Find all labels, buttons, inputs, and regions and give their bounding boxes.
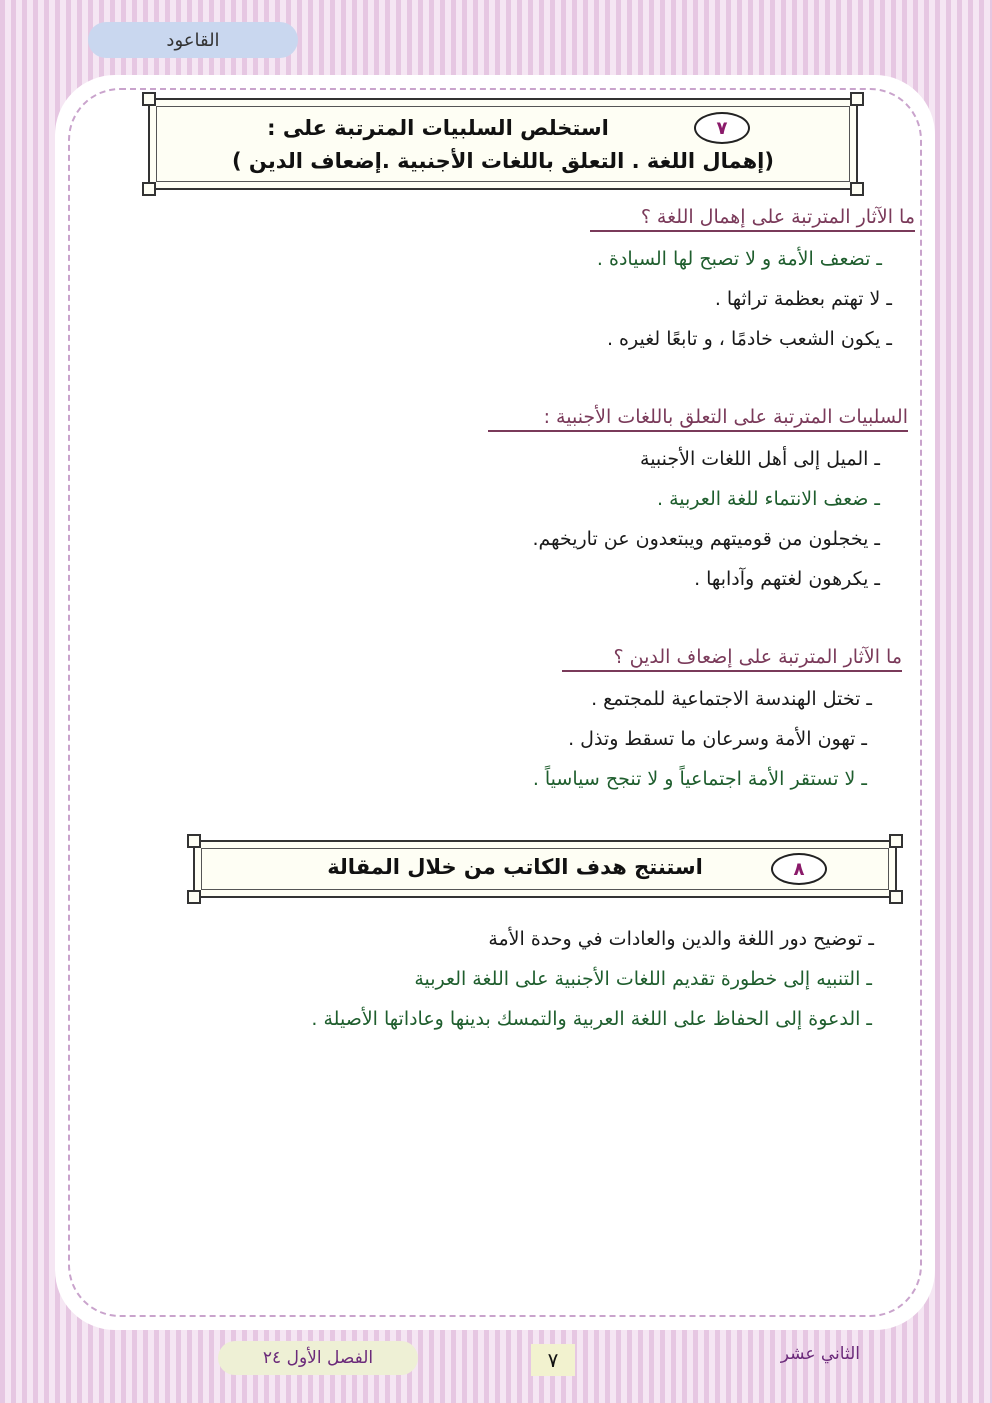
- page-number: ٧: [547, 1348, 559, 1372]
- s8-item-1: ـ توضيح دور اللغة والدين والعادات في وحدة الأمة: [488, 928, 874, 950]
- q2-item-3: ـ يخجلون من قوميتهم ويبتعدون عن تاريخهم.: [532, 528, 880, 550]
- q3-item-1: ـ تختل الهندسة الاجتماعية للمجتمع .: [591, 688, 872, 710]
- section7-title-line1: استخلص السلبيات المترتبة على :: [267, 116, 609, 140]
- s8-item-2: ـ التنبيه إلى خطورة تقديم اللغات الأجنبية على اللغة العربية: [414, 968, 872, 990]
- q1-item-2: ـ لا تهتم بعظمة تراثها .: [714, 288, 892, 310]
- section7-title-box: [148, 98, 858, 190]
- corner-ornament: [142, 182, 156, 196]
- section7-number-badge: [694, 112, 750, 144]
- footer-term: [218, 1341, 418, 1375]
- section7-number: ٧: [716, 117, 728, 139]
- footer-page-number: [531, 1344, 575, 1376]
- header-tab-label: القاعود: [166, 29, 220, 51]
- section8-title: استنتج هدف الكاتب من خلال المقالة: [327, 855, 703, 879]
- q3-item-2: ـ تهون الأمة وسرعان ما تسقط وتذل .: [568, 728, 867, 750]
- corner-ornament: [850, 182, 864, 196]
- s8-item-3: ـ الدعوة إلى الحفاظ على اللغة العربية والتمسك بدينها وعاداتها الأصيلة .: [311, 1008, 872, 1030]
- corner-ornament: [889, 890, 903, 904]
- footer-term-label: الفصل الأول ٢٤: [262, 1348, 374, 1368]
- corner-ornament: [187, 890, 201, 904]
- section8-title-box: [193, 840, 897, 898]
- corner-ornament: [850, 92, 864, 106]
- q3-item-3: ـ لا تستقر الأمة اجتماعياً و لا تنجح سياسياً .: [532, 768, 867, 790]
- header-tab: [88, 22, 298, 58]
- section8-number: ٨: [793, 858, 805, 880]
- q1-item-1: ـ تضعف الأمة و لا تصبح لها السيادة .: [596, 248, 882, 270]
- footer-grade: الثاني عشر: [780, 1344, 860, 1364]
- q3-heading: ما الآثار المترتبة على إضعاف الدين ؟: [562, 646, 902, 672]
- q2-item-4: ـ يكرهون لغتهم وآدابها .: [694, 568, 880, 590]
- q2-item-2: ـ ضعف الانتماء للغة العربية .: [657, 488, 880, 510]
- q2-heading: السلبيات المترتبة على التعلق باللغات الأجنبية :: [488, 406, 908, 432]
- corner-ornament: [142, 92, 156, 106]
- section7-title-line2: (إهمال اللغة . التعلق باللغات الأجنبية .إضعاف الدين ): [232, 149, 774, 173]
- corner-ornament: [187, 834, 201, 848]
- q2-item-1: ـ الميل إلى أهل اللغات الأجنبية: [640, 448, 880, 470]
- q1-item-3: ـ يكون الشعب خادمًا ، و تابعًا لغيره .: [606, 328, 892, 350]
- section8-number-badge: [771, 853, 827, 885]
- corner-ornament: [889, 834, 903, 848]
- q1-heading: ما الآثار المترتبة على إهمال اللغة ؟: [590, 206, 915, 232]
